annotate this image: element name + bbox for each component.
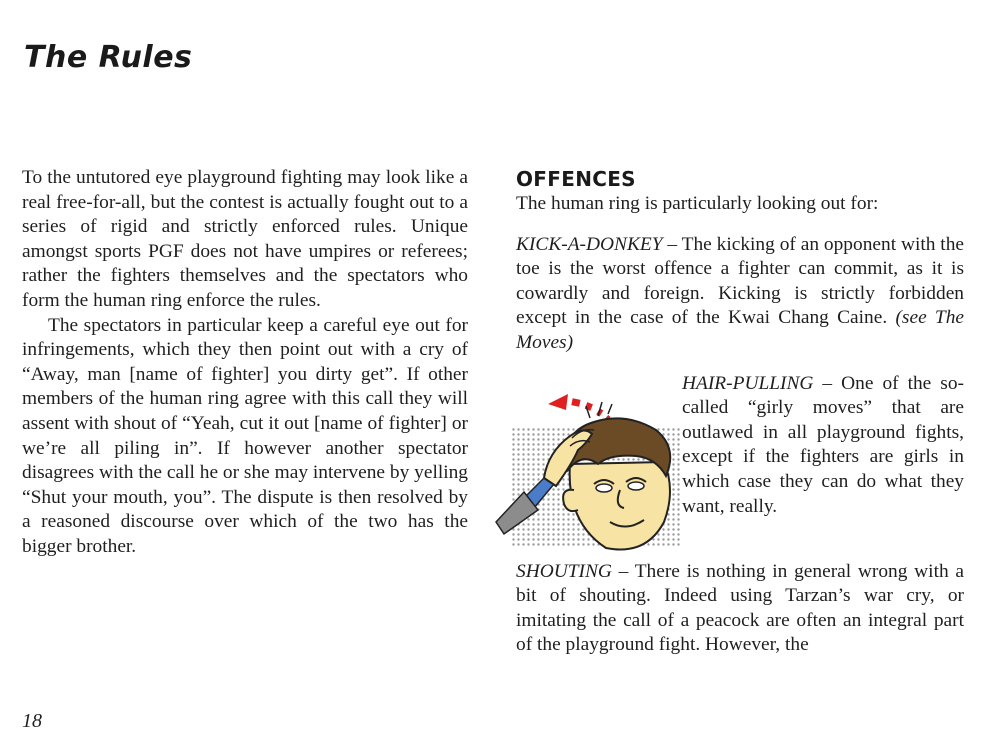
hair-pulling-illustration (486, 372, 682, 560)
left-column (22, 166, 468, 560)
shouting-text: – There is nothing in general wrong with a bit of shouting. Indeed using Tarzan’s war cry, or imitating the call of a peacock are often an integral part of the playground fight. However, the (516, 560, 964, 656)
hair-pulling-term: HAIR-PULLING (682, 372, 814, 394)
intro-paragraph: To the untutored eye playground fighting may look like a real free-for-all, but the contest is actually fought out to a series of rigid and strictly enforced rules. Unique amongst sports PGF does not have umpires or referees; rather the fighters themselves and the spectators who form the human ring enforce the rules. (22, 167, 468, 311)
see-the-moves-reference: (see The Moves) (516, 307, 964, 353)
hair-pulling-text: – One of the so-called “girly moves” that are outlawed in all playground fights, except if the fighters are girls in which case they can do what they want, really. (682, 372, 964, 517)
kick-a-donkey-text: – The kicking of an opponent with the toe is the worst offence a fighter can commit, as it is cowardly and foreign. Kicking is strictly forbidden except in the case of the Kwai Chang Caine. (516, 233, 964, 329)
kick-a-donkey-term: KICK-A-DONKEY (516, 233, 663, 255)
shouting-entry (516, 560, 964, 658)
page-title: The Rules (24, 40, 193, 75)
offences-heading: OFFENCES (516, 167, 636, 191)
right-column (516, 166, 964, 658)
page-number: 18 (22, 710, 42, 732)
hair-pulling-cartoon-icon (486, 372, 682, 560)
spectators-paragraph: The spectators in particular keep a careful eye out for infringements, which they then point out with a cry of “Away, man [name of fighter] you dirty get”. If other members of the human ring agree with this call they will assent with shout of “Yeah, cut it out [name of fighter] or we’re all piling in”. If however another spectator disagrees with the call he or she may intervene by yelling “Shut your mouth, you”. The dispute is then resolved by a reasoned discourse over which of the two has the bigger brother. (22, 314, 468, 557)
shouting-term: SHOUTING (516, 560, 612, 582)
kick-a-donkey-entry (516, 233, 964, 356)
offences-intro: The human ring is particularly looking out for: (516, 193, 879, 214)
